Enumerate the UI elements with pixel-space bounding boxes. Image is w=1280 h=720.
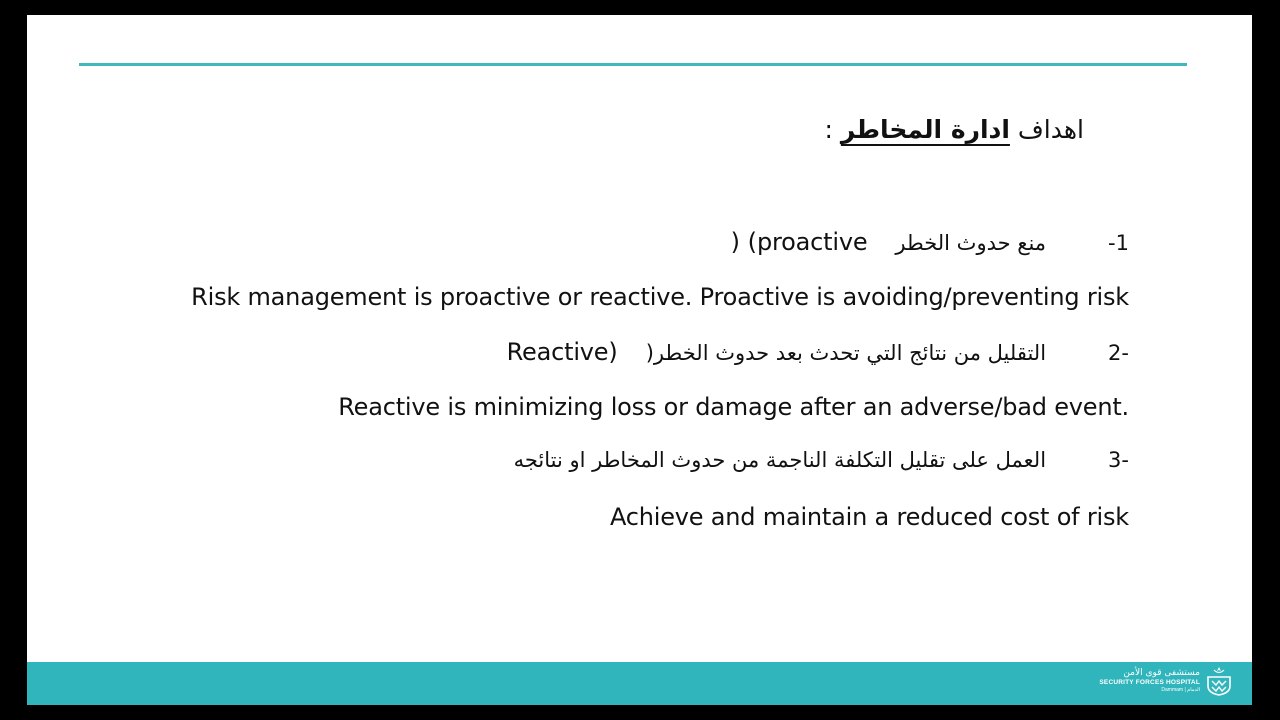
item-1-paren: ) (proactive [730, 228, 868, 256]
hospital-logo [1099, 666, 1232, 696]
item-2-number: 2- [1108, 341, 1129, 365]
item-3-english: Achieve and maintain a reduced cost of risk [609, 503, 1129, 531]
item-2-arabic-line [507, 338, 1129, 366]
title-suffix: : [824, 115, 841, 144]
title-plain: اهداف [1009, 115, 1084, 144]
item-1-arabic: منع حدوث الخطر [895, 231, 1047, 255]
logo-arabic-text: مستشفى قوى الأمن [1123, 667, 1200, 678]
item-3-number: 3- [1108, 448, 1129, 472]
footer-bar [27, 662, 1252, 705]
item-1-english: Risk management is proactive or reactive. Proactive is avoiding/preventing risk [191, 283, 1129, 311]
emblem-icon [1206, 666, 1232, 696]
item-3-arabic: العمل على تقليل التكلفة الناجمة من حدوث المخاطر او نتائجه [513, 448, 1047, 472]
slide-title [825, 115, 1084, 144]
logo-english-text: SECURITY FORCES HOSPITAL [1099, 678, 1200, 686]
item-2-paren: Reactive) [506, 338, 618, 366]
item-2-arabic: التقليل من نتائج التي تحدث بعد حدوث الخطر( [645, 341, 1047, 365]
item-3-arabic-line [514, 448, 1129, 472]
slide [27, 15, 1252, 705]
logo-sub-text: Dammam | الدمام [1161, 687, 1200, 694]
title-emphasis: ادارة المخاطر [840, 115, 1010, 144]
item-2-english: Reactive is minimizing loss or damage after an adverse/bad event. [338, 393, 1129, 421]
top-divider [79, 63, 1187, 66]
item-1-arabic-line [731, 228, 1129, 256]
item-1-number: -1 [1108, 231, 1129, 255]
